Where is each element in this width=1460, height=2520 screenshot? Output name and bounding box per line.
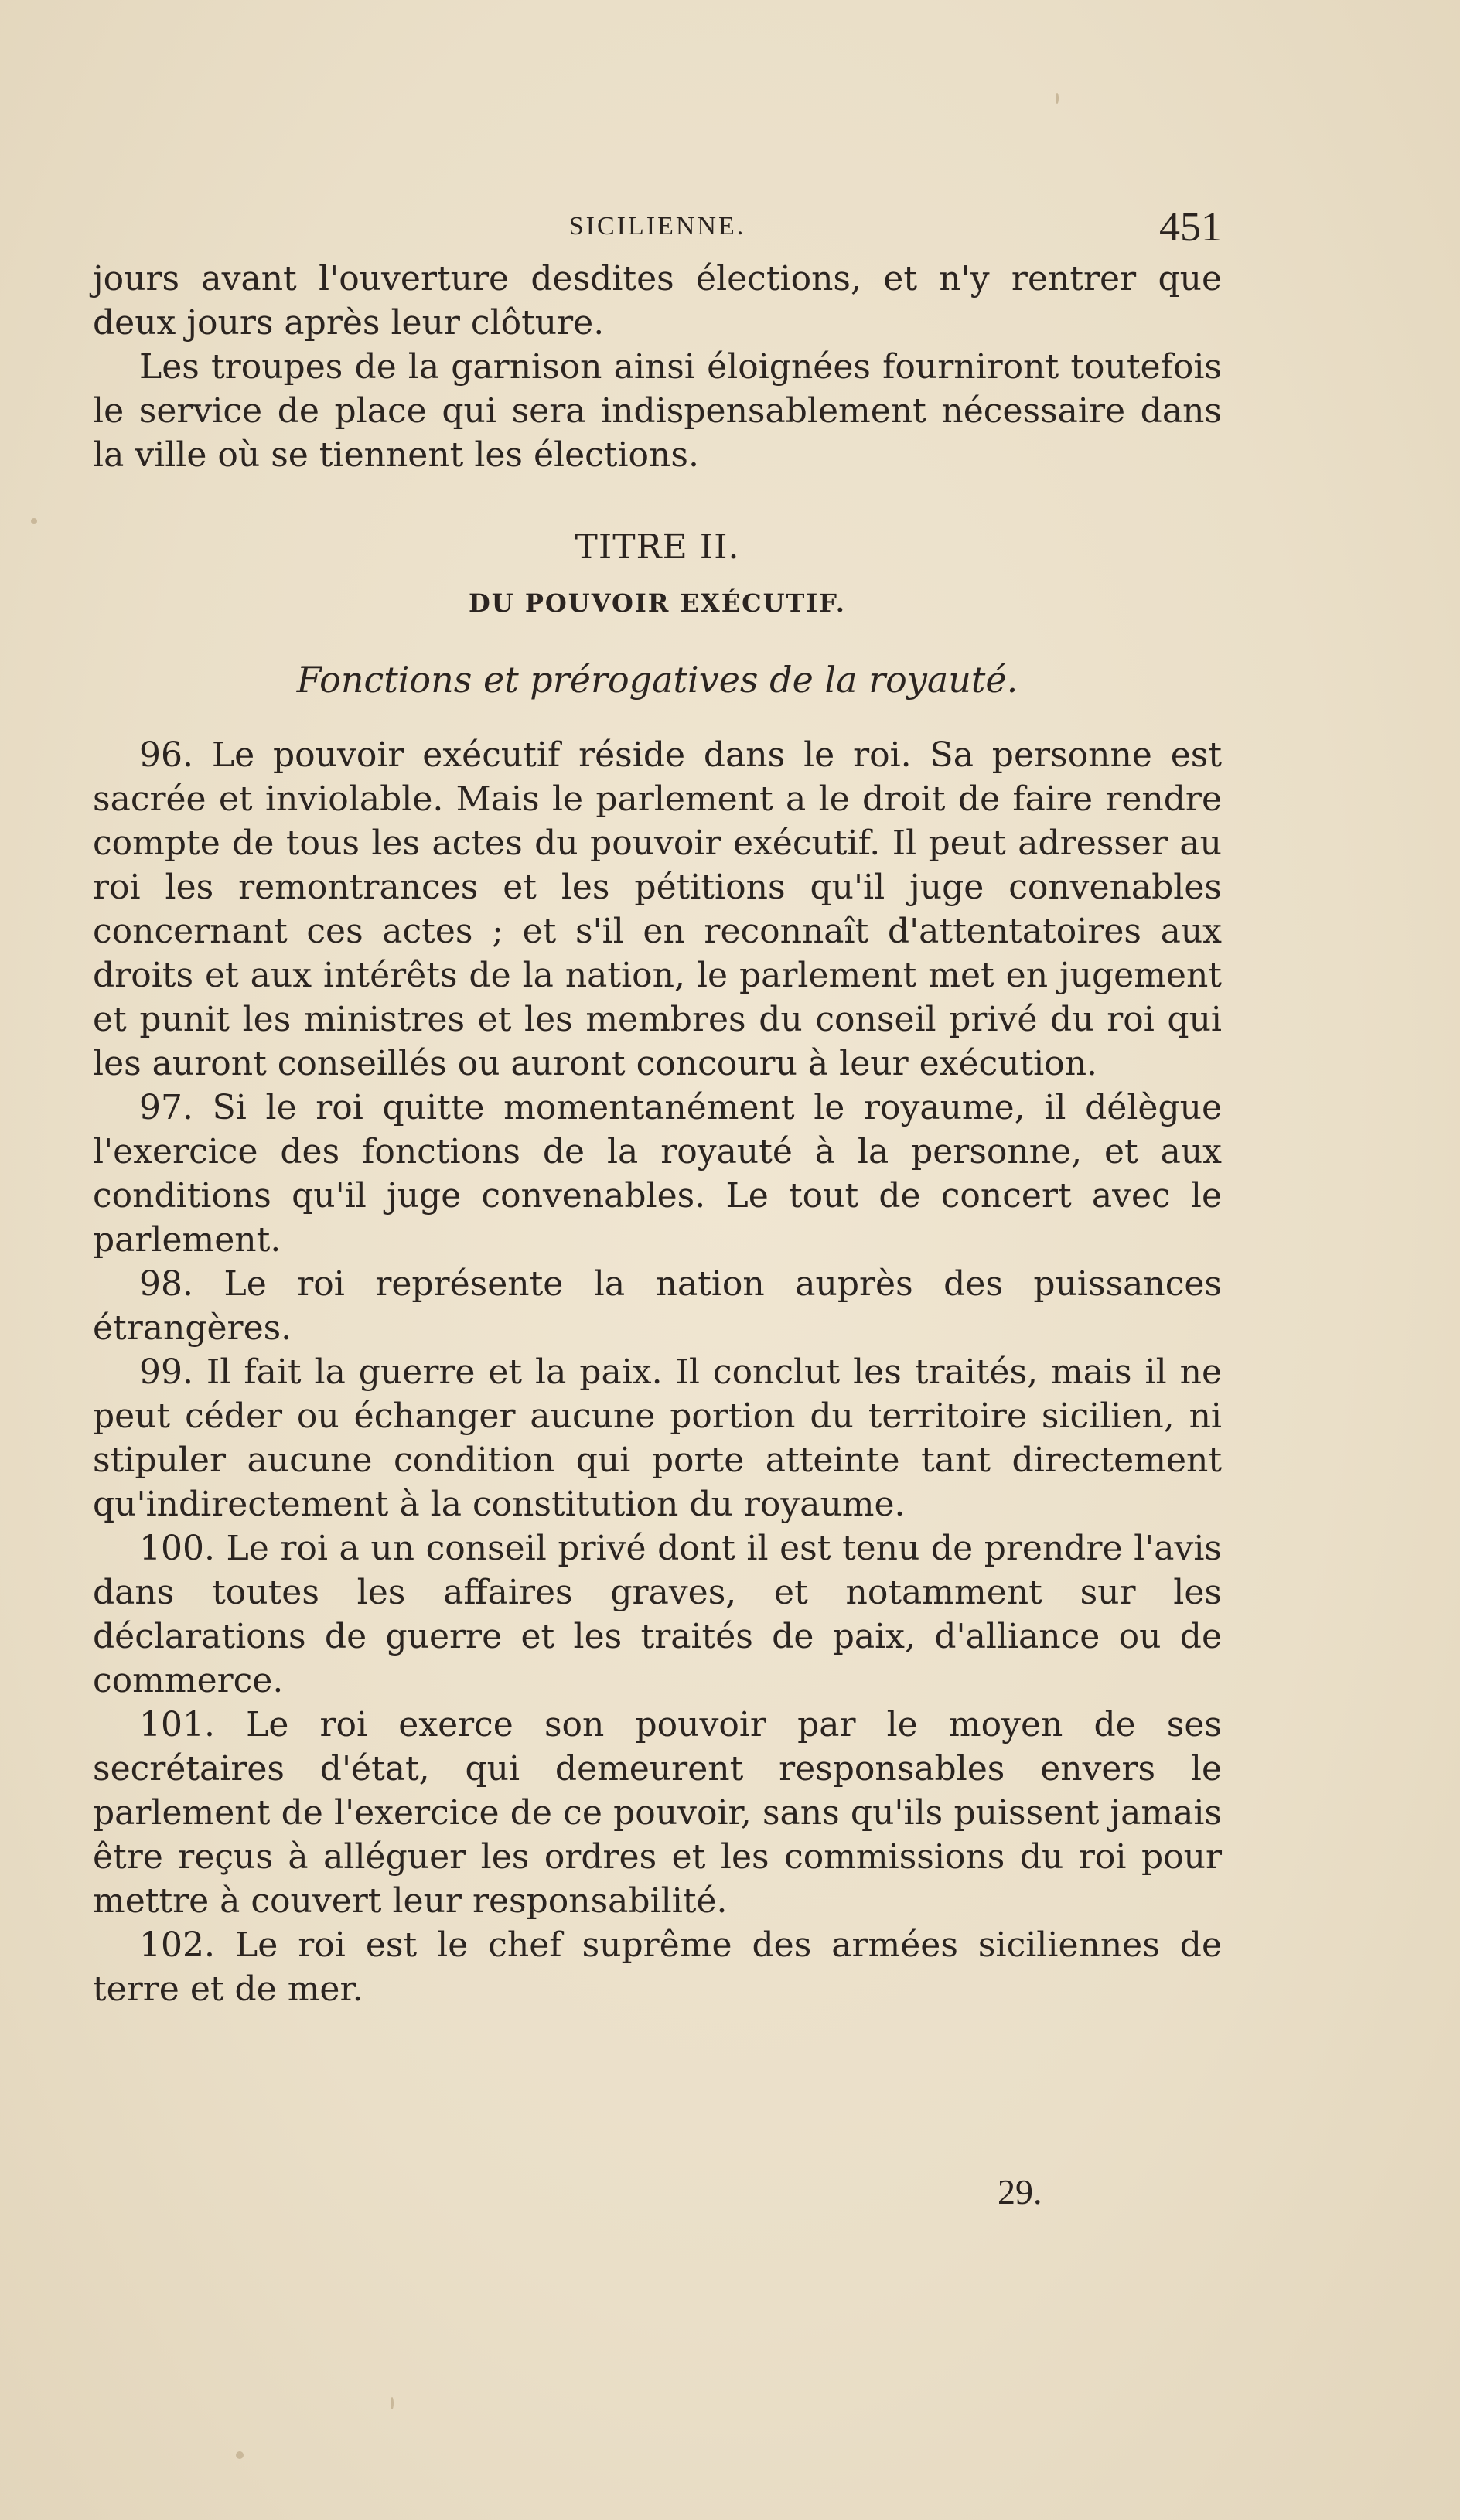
paper-speck [391, 2397, 394, 2409]
running-head [93, 203, 1222, 257]
paper-speck [1056, 93, 1059, 104]
paragraph: Les troupes de la garnison ainsi éloignées fourniront toutefois le service de place qui sera indispensablement nécessaire dans la ville où se tiennent les élections. [93, 347, 1222, 475]
section-subheading: DU POUVOIR EXÉCUTIF. [469, 588, 846, 618]
article-100: 100. Le roi a un conseil privé dont il est tenu de prendre l'avis dans toutes les affaires graves, et notamment sur les déclarations de guerre et les traités de paix, d'alliance ou de commerce. [93, 1529, 1222, 1700]
article-96: 96. Le pouvoir exécutif réside dans le roi. Sa personne est sacrée et inviolable. Mais le parlement a le droit de faire rendre compte de tous les actes du pouvoir exécutif. Il peut adresser au roi les remontrances et les pétitions qu'il juge convenables concernant ces actes ; et s'il en reconnaît d'attentatoires aux droits et aux intérêts de la nation, le parlement met en jugement et punit les ministres et les membres du conseil privé du roi qui les auront conseillés ou auront concouru à leur exécution. [93, 735, 1222, 1083]
signature-mark: 29. [998, 2172, 1042, 2211]
section-title: TITRE II. [575, 527, 740, 567]
section-heading-italic: Fonctions et prérogatives de la royauté. [296, 659, 1018, 701]
page-body [93, 257, 1222, 2011]
paragraph: jours avant l'ouverture desdites élections, et n'y rentrer que deux jours après leur clôture. [93, 259, 1222, 343]
paper-speck [236, 2451, 244, 2459]
running-head-title: SICILIENNE. [568, 212, 746, 240]
article-97: 97. Si le roi quitte momentanément le royaume, il délègue l'exercice des fonctions de la royauté à la personne, et aux conditions qu'il juge convenables. Le tout de concert avec le parlement. [93, 1088, 1222, 1260]
page-number: 451 [1159, 203, 1222, 250]
article-99: 99. Il fait la guerre et la paix. Il conclut les traités, mais il ne peut céder ou échanger aucune portion du territoire sicilien, ni stipuler aucune condition qui porte atteinte tant directement qu'indirectement à la constitution du royaume. [93, 1352, 1222, 1524]
article-101: 101. Le roi exerce son pouvoir par le moyen de ses secrétaires d'état, qui demeurent responsables envers le parlement de l'exercice de ce pouvoir, sans qu'ils puissent jamais être reçus à alléguer les ordres et les commissions du roi pour mettre à couvert leur responsabilité. [93, 1705, 1222, 1921]
paper-speck [31, 518, 37, 524]
article-102: 102. Le roi est le chef suprême des armées siciliennes de terre et de mer. [93, 1925, 1222, 2009]
article-98: 98. Le roi représente la nation auprès des puissances étrangères. [93, 1264, 1222, 1348]
